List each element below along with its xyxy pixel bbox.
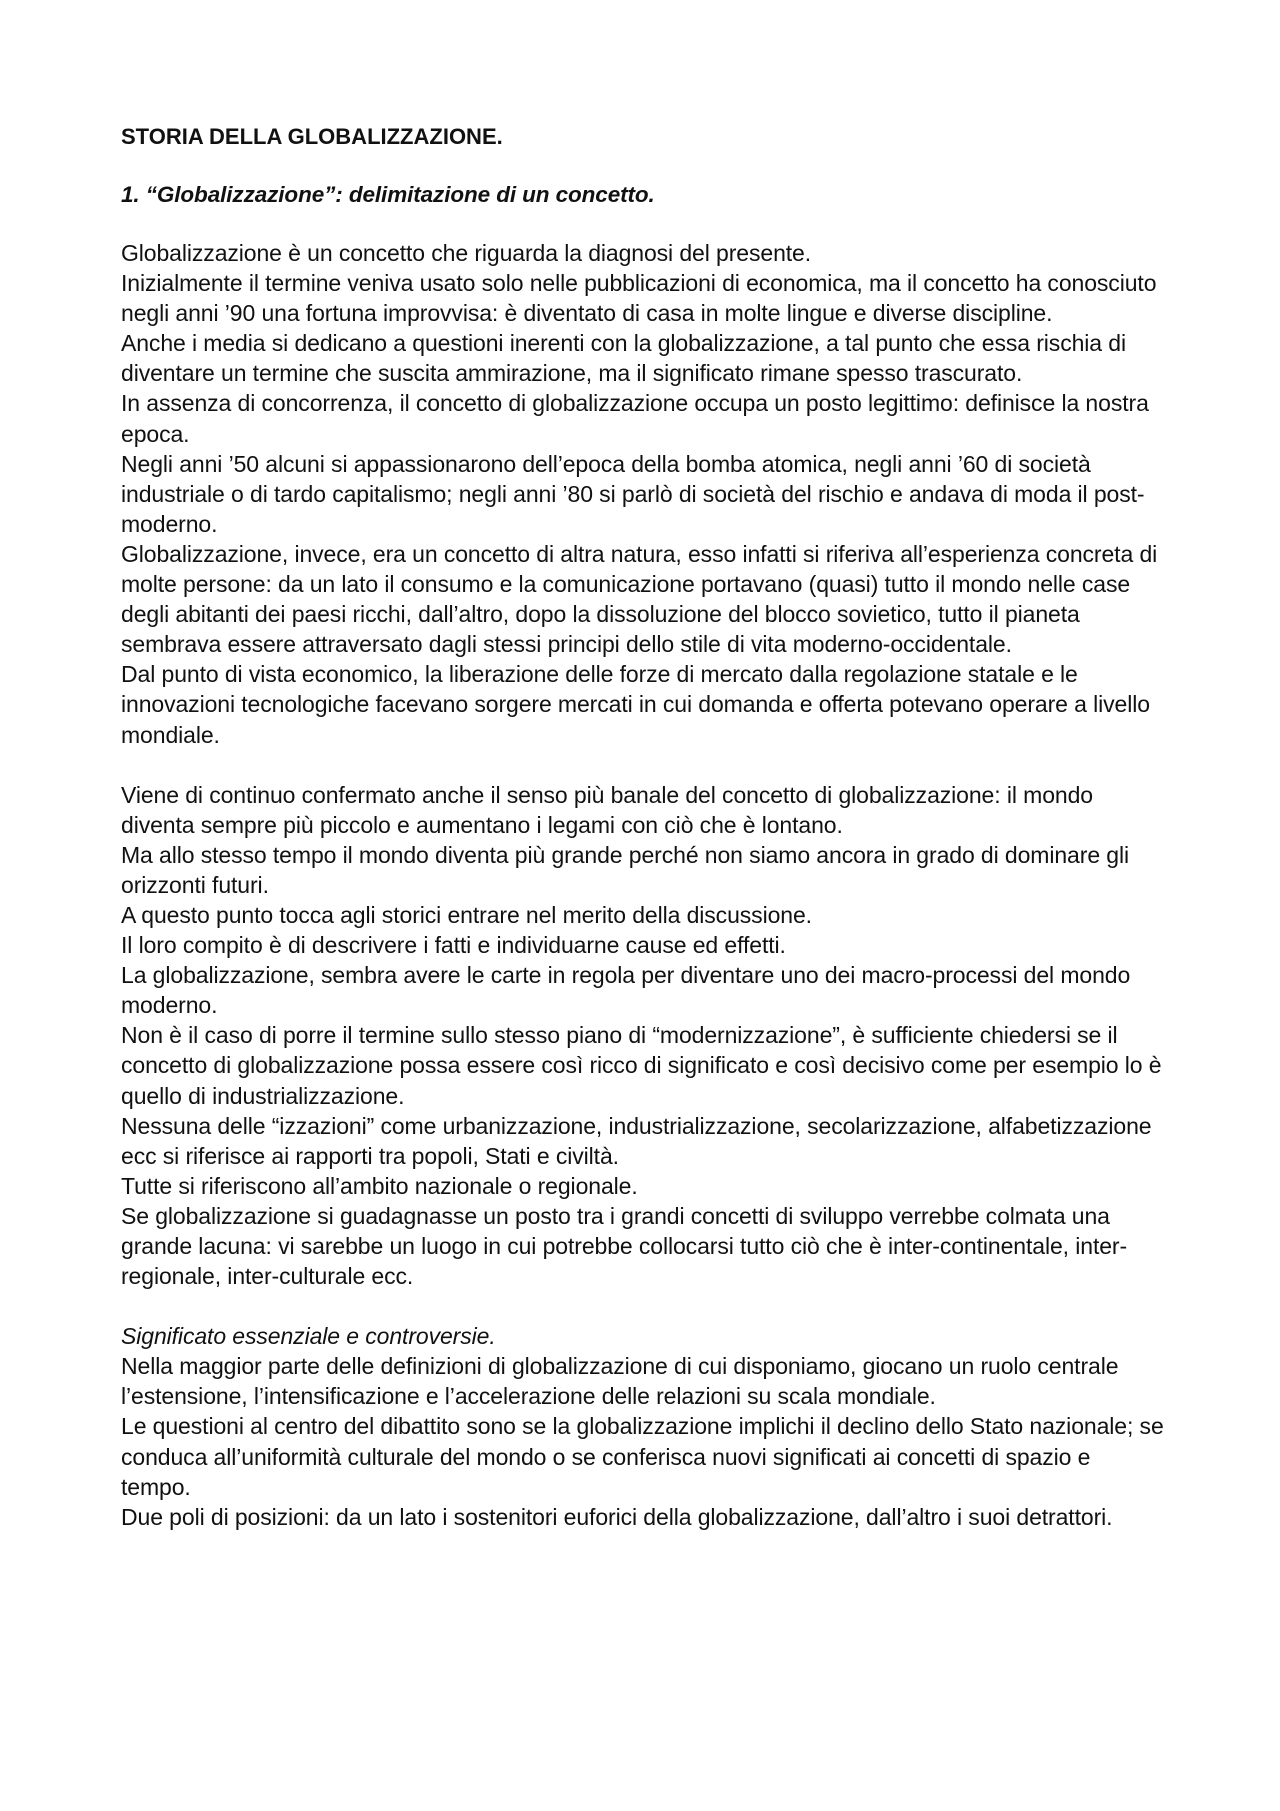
paragraph: Globalizzazione, invece, era un concetto di altra natura, esso infatti si riferiva all’esperienza concreta di molte persone: da un lato il consumo e la comunicazione portavano (quasi) tutto il mondo nelle case degli abitanti dei paesi ricchi, dall’altro, dopo la dissoluzione del blocco sovietico, tutto il pianeta sembrava essere attraversato dagli stessi principi dello stile di vita moderno-occidentale. — [121, 540, 1158, 658]
paragraph: Nessuna delle “izzazioni” come urbanizzazione, industrializzazione, secolarizzazione, alfabetizzazione ecc si riferisce ai rapporti tra popoli, Stati e civiltà. — [121, 1112, 1152, 1169]
paragraph: Inizialmente il termine veniva usato solo nelle pubblicazioni di economica, ma il concetto ha conosciuto negli anni ’90 una fortuna improvvisa: è diventato di casa in molte lingue e diverse discipline. — [121, 270, 1157, 327]
paragraph: Due poli di posizioni: da un lato i sostenitori euforici della globalizzazione, dall’altro i suoi detrattori. — [121, 1503, 1113, 1530]
paragraph: Dal punto di vista economico, la liberazione delle forze di mercato dalla regolazione statale e le innovazioni tecnologiche facevano sorgere mercati in cui domanda e offerta potevano operare a livello mondiale. — [121, 661, 1150, 748]
paragraph: Globalizzazione è un concetto che riguarda la diagnosi del presente. — [121, 240, 812, 266]
paragraph: In assenza di concorrenza, il concetto di globalizzazione occupa un posto legittimo: definisce la nostra epoca. — [121, 390, 1149, 447]
document-body — [121, 122, 1166, 1532]
paragraph: A questo punto tocca agli storici entrare nel merito della discussione. — [121, 901, 812, 928]
paragraph-block-2 — [121, 780, 1166, 1292]
paragraph: Ma allo stesso tempo il mondo diventa più grande perché non siamo ancora in grado di dominare gli orizzonti futuri. — [121, 841, 1130, 898]
paragraph: Non è il caso di porre il termine sullo stesso piano di “modernizzazione”, è sufficiente chiedersi se il concetto di globalizzazione possa essere così ricco di significato e così decisivo come per esempio lo è quello di industrializzazione. — [121, 1022, 1162, 1109]
section-heading-1: 1. “Globalizzazione”: delimitazione di un concetto. — [121, 182, 655, 207]
paragraph-block-3 — [121, 1351, 1166, 1532]
paragraph: Tutte si riferiscono all’ambito nazionale o regionale. — [121, 1172, 638, 1199]
paragraph: Negli anni ’50 alcuni si appassionarono dell’epoca della bomba atomica, negli anni ’60 di società industriale o di tardo capitalismo; negli anni ’80 si parlò di società del rischio e andava di moda il post-moderno. — [121, 450, 1145, 537]
paragraph-block-1 — [121, 238, 1166, 750]
paragraph: Le questioni al centro del dibattito sono se la globalizzazione implichi il declino dello Stato nazionale; se conduca all’uniformità culturale del mondo o se conferisca nuovi significati ai concetti di spazio e tempo. — [121, 1413, 1164, 1500]
section-heading-2: Significato essenziale e controversie. — [121, 1323, 496, 1350]
document-title: STORIA DELLA GLOBALIZZAZIONE. — [121, 124, 503, 149]
paragraph: Se globalizzazione si guadagnasse un posto tra i grandi concetti di sviluppo verrebbe colmata una grande lacuna: vi sarebbe un luogo in cui potrebbe collocarsi tutto ciò che è inter-continentale, inter-regionale, inter-culturale ecc. — [121, 1202, 1128, 1290]
paragraph: Il loro compito è di descrivere i fatti e individuarne cause ed effetti. — [121, 932, 786, 959]
paragraph: La globalizzazione, sembra avere le carte in regola per diventare uno dei macro-processi del mondo moderno. — [121, 962, 1131, 1019]
paragraph: Anche i media si dedicano a questioni inerenti con la globalizzazione, a tal punto che essa rischia di diventare un termine che suscita ammirazione, ma il significato rimane spesso trascurato. — [121, 330, 1126, 387]
paragraph: Nella maggior parte delle definizioni di globalizzazione di cui disponiamo, giocano un ruolo centrale l’estensione, l’intensificazione e l’accelerazione delle relazioni su scala mondiale. — [121, 1353, 1119, 1410]
paragraph: Viene di continuo confermato anche il senso più banale del concetto di globalizzazione: il mondo diventa sempre più piccolo e aumentano i legami con ciò che è lontano. — [121, 781, 1093, 838]
